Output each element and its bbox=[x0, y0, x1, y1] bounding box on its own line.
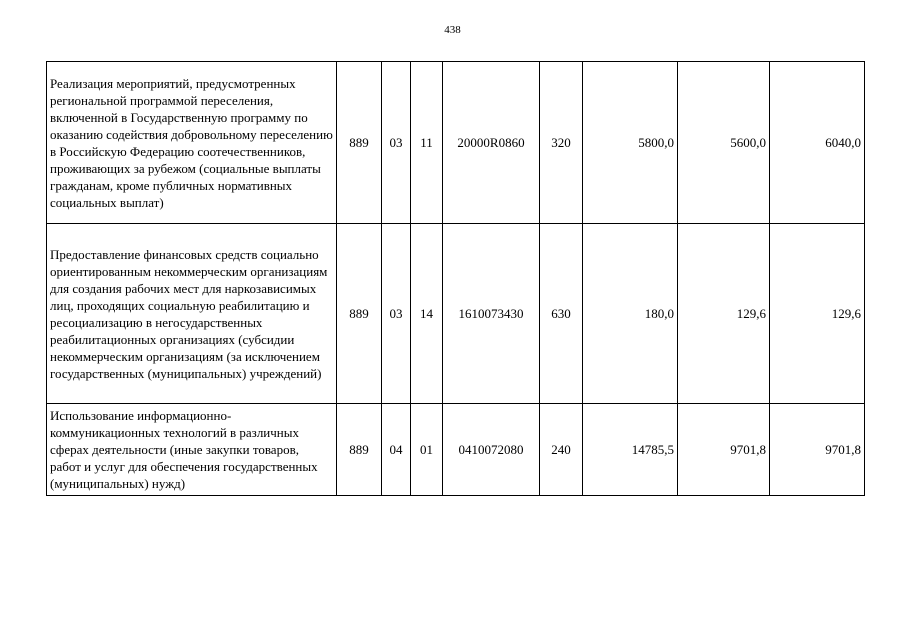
table-row bbox=[47, 224, 865, 404]
row-description: Предоставление финансовых средств социально ориентированным некоммерческим организациям для создания рабочих мест для наркозависимых лиц, проходящих социальную реабилитацию и ресоциализацию в негосударственных реабилитационных организациях (субсидии некоммерческим организациям (за исключением государственных (муниципальных) учреждений) bbox=[47, 224, 337, 404]
target-article-code: 0410072080 bbox=[443, 404, 540, 496]
subsection-code: 14 bbox=[411, 224, 443, 404]
target-article-code: 1610073430 bbox=[443, 224, 540, 404]
row-description: Использование информационно-коммуникационных технологий в различных сферах деятельности (иные закупки товаров, работ и услуг для обеспечения государственных (муниципальных) нужд) bbox=[47, 404, 337, 496]
row-description: Реализация мероприятий, предусмотренных региональной программой переселения, включенной в Государственную программу по оказанию содействия добровольному переселению в Российскую Федерацию соотечественников, проживающих за рубежом (социальные выплаты гражданам, кроме публичных нормативных социальных выплат) bbox=[47, 62, 337, 224]
amount-year-1: 180,0 bbox=[583, 224, 678, 404]
table-row bbox=[47, 62, 865, 224]
amount-year-2: 129,6 bbox=[678, 224, 770, 404]
amount-year-3: 129,6 bbox=[770, 224, 865, 404]
subsection-code: 11 bbox=[411, 62, 443, 224]
ministry-code: 889 bbox=[337, 62, 382, 224]
amount-year-2: 9701,8 bbox=[678, 404, 770, 496]
amount-year-3: 9701,8 bbox=[770, 404, 865, 496]
section-code: 04 bbox=[382, 404, 411, 496]
amount-year-1: 14785,5 bbox=[583, 404, 678, 496]
target-article-code: 20000R0860 bbox=[443, 62, 540, 224]
amount-year-3: 6040,0 bbox=[770, 62, 865, 224]
page-number: 438 bbox=[444, 24, 461, 36]
expense-type-code: 240 bbox=[540, 404, 583, 496]
ministry-code: 889 bbox=[337, 224, 382, 404]
ministry-code: 889 bbox=[337, 404, 382, 496]
amount-year-1: 5800,0 bbox=[583, 62, 678, 224]
section-code: 03 bbox=[382, 224, 411, 404]
table-row bbox=[47, 404, 865, 496]
expense-type-code: 630 bbox=[540, 224, 583, 404]
amount-year-2: 5600,0 bbox=[678, 62, 770, 224]
section-code: 03 bbox=[382, 62, 411, 224]
expense-type-code: 320 bbox=[540, 62, 583, 224]
subsection-code: 01 bbox=[411, 404, 443, 496]
budget-table bbox=[46, 61, 865, 496]
